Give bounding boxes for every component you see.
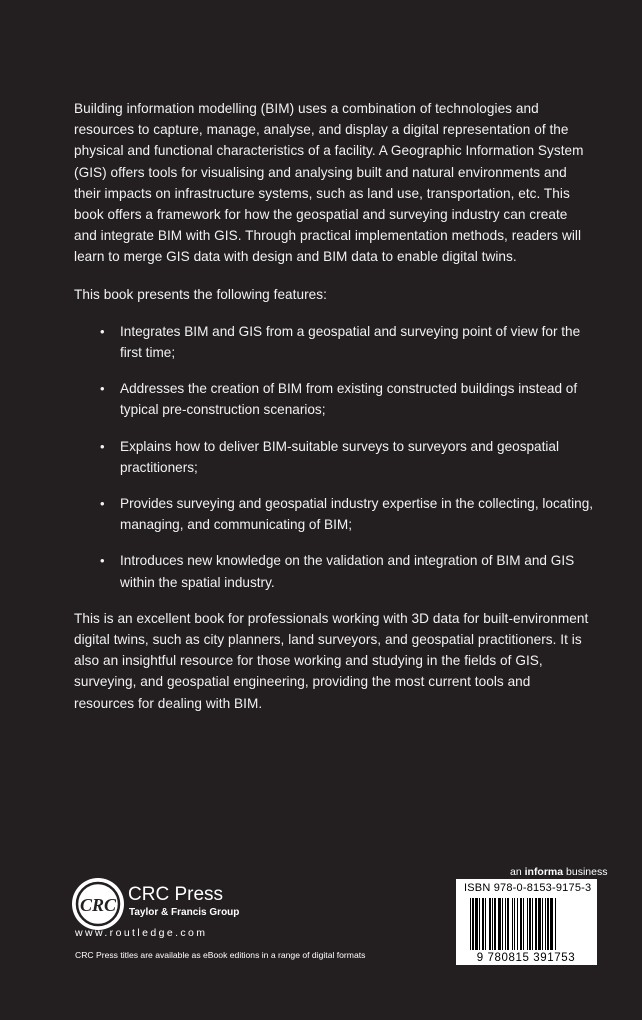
barcode-bar — [482, 898, 484, 950]
barcode-bar — [520, 898, 522, 950]
barcode-bar — [507, 898, 509, 950]
crc-logo-icon — [71, 877, 127, 933]
bullet-icon: • — [100, 496, 105, 512]
barcode-bar — [498, 898, 501, 950]
barcode-bar — [505, 898, 506, 950]
barcode-bar — [470, 898, 471, 950]
bullet-icon: • — [100, 323, 105, 339]
barcode-bar — [489, 898, 491, 950]
informa-business-label: an informa business — [510, 866, 608, 878]
barcode-bar — [545, 898, 546, 950]
barcode-bar — [538, 898, 541, 950]
bullet-icon: • — [100, 553, 105, 569]
barcode-bar — [529, 898, 531, 950]
bullet-icon: • — [100, 381, 105, 397]
barcode-bar — [485, 898, 486, 950]
barcode-bar — [502, 898, 503, 950]
barcode-bar — [512, 898, 513, 950]
barcode-bar — [517, 898, 518, 950]
isbn-barcode — [456, 879, 597, 965]
publisher-name: CRC Press — [128, 884, 224, 905]
publisher-group: Taylor & Francis Group — [129, 907, 240, 918]
barcode-bar — [550, 898, 553, 950]
barcode-bar — [532, 898, 533, 950]
barcode-bar — [555, 898, 556, 950]
closing-paragraph: This is an excellent book for professionals working with 3D data for built-environment digital twins, such as city planners, land surveyors, and geospatial practitioners. It is also an insightful resource for those working and studying in the fields of GIS, surveying, and geospatial engineering, providing the most current tools and resources for dealing with BIM. — [74, 610, 589, 711]
barcode-bar — [514, 898, 515, 950]
list-item: • Integrates BIM and GIS from a geospatial and surveying point of view for the first time; — [74, 321, 594, 363]
barcode-bar — [492, 898, 493, 950]
intro-paragraph: Building information modelling (BIM) uses a combination of technologies and resources to capture, manage, analyse, and display a digital representation of the physical and functional characteristics of a facility. A Geographic Information System (GIS) offers tools for visualising and analysing built and natural environments and their impacts on infrastructure systems, such as land use, transportation, etc. This book offers a framework for how the geospatial and surveying industry can create and integrate BIM with GIS. Through practical implementation methods, readers will learn to merge GIS data with design and BIM data to enable digital twins. — [74, 101, 584, 265]
ebook-note: CRC Press titles are available as eBook editions in a range of digital formats — [75, 950, 366, 960]
barcode-bar — [475, 898, 478, 950]
barcode-bar — [523, 898, 524, 950]
barcode-bar — [479, 898, 480, 950]
features-heading: This book presents the following features: — [74, 286, 327, 302]
list-item: • Explains how to deliver BIM-suitable surveys to surveyors and geospatial practitioners; — [74, 436, 594, 478]
barcode-bar — [535, 898, 537, 950]
barcode-digits: 9 780815 391753 — [476, 952, 576, 964]
barcode-bar — [542, 898, 543, 950]
isbn-number: ISBN 978-0-8153-9175-3 — [464, 882, 592, 894]
barcode-bar — [494, 898, 496, 950]
list-item: • Introduces new knowledge on the validation and integration of BIM and GIS within the spatial industry. — [74, 550, 594, 592]
barcode-bar — [547, 898, 549, 950]
website-url[interactable]: www.routledge.com — [75, 927, 208, 939]
barcode-bar — [472, 898, 474, 950]
back-cover-description — [74, 98, 594, 730]
barcode-icon — [456, 879, 597, 965]
list-item: • Provides surveying and geospatial industry expertise in the collecting, locating, managing, and communicating of BIM; — [74, 493, 594, 535]
features-list — [74, 321, 594, 593]
bullet-icon: • — [100, 438, 105, 454]
logo-lettering: CRC — [79, 895, 117, 915]
list-item: • Addresses the creation of BIM from existing constructed buildings instead of typical pre-construction scenarios; — [74, 378, 594, 420]
barcode-bar — [527, 898, 528, 950]
